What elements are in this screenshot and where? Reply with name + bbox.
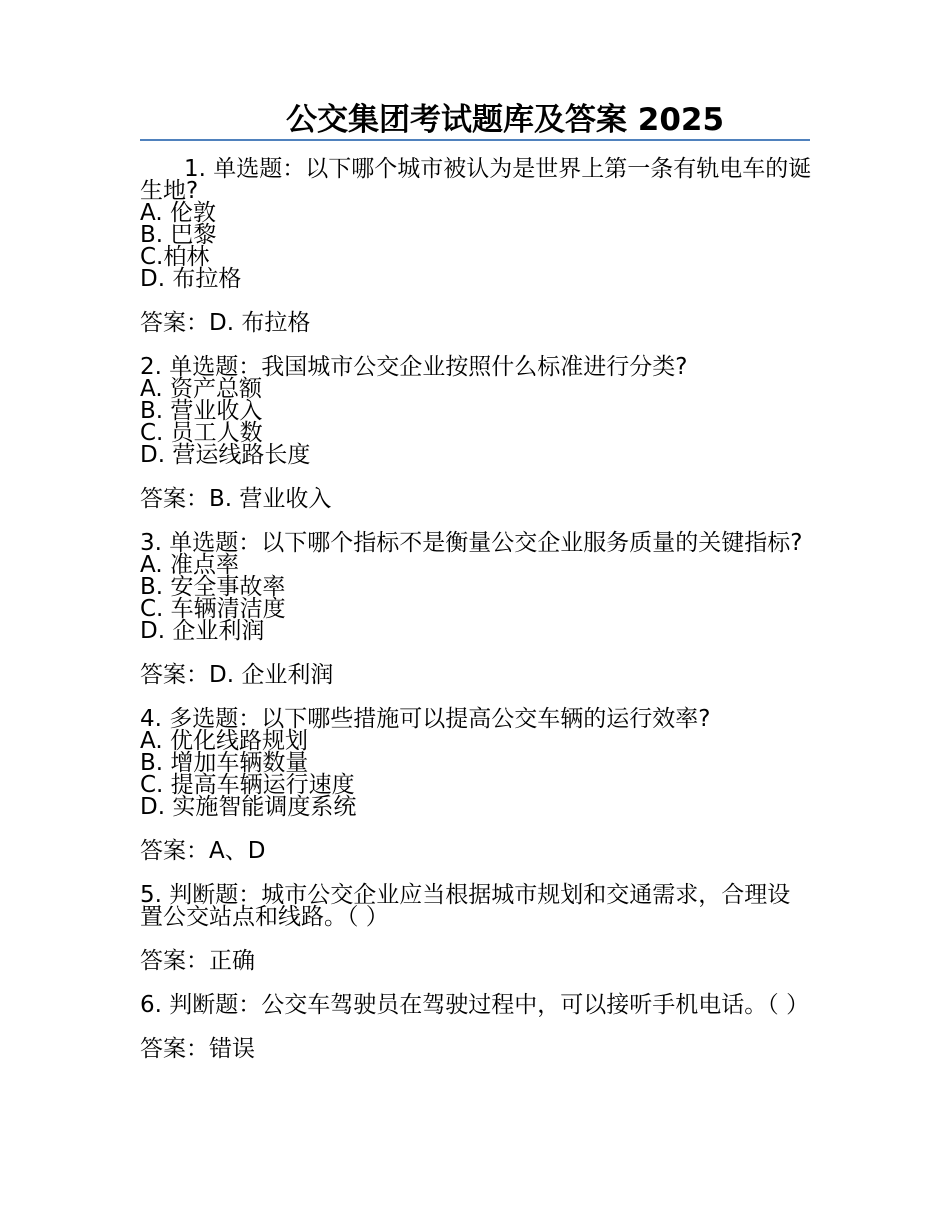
question-text: 3. 单选题：以下哪个指标不是衡量公交企业服务质量的关键指标? <box>140 530 803 556</box>
answer-label: 答案： <box>140 1036 209 1062</box>
answer-value: 错误 <box>209 1036 255 1062</box>
option-b: B. 营业收入 <box>140 398 263 424</box>
question-3 <box>140 532 812 708</box>
answer-value: B. 营业收入 <box>209 486 332 512</box>
question-text: 1. 单选题：以下哪个城市被认为是世界上第一条有轨电车的诞生地? <box>140 156 812 204</box>
document-title: 公交集团考试题库及答案 2025 <box>285 102 725 138</box>
answer-value: A、D <box>209 838 266 864</box>
document-body <box>140 158 812 1060</box>
option-c: C. 车辆清洁度 <box>140 596 286 622</box>
answer-label: 答案： <box>140 486 209 512</box>
answer-line <box>140 312 812 334</box>
answer-value: D. 布拉格 <box>209 310 311 336</box>
option-a: A. 伦敦 <box>140 200 216 226</box>
question-5 <box>140 884 812 994</box>
option-d: D. 企业利润 <box>140 618 265 644</box>
question-text: 5. 判断题：城市公交企业应当根据城市规划和交通需求，合理设置公交站点和线路。（ ） <box>140 882 791 930</box>
answer-line <box>140 488 812 510</box>
answer-line <box>140 664 812 686</box>
option-c: C.柏林 <box>140 244 210 270</box>
answer-value: 正确 <box>209 948 255 974</box>
option-b: B. 增加车辆数量 <box>140 750 309 776</box>
answer-label: 答案： <box>140 838 209 864</box>
option-c: C. 提高车辆运行速度 <box>140 772 355 798</box>
option-b: B. 安全事故率 <box>140 574 286 600</box>
answer-label: 答案： <box>140 310 209 336</box>
answer-value: D. 企业利润 <box>209 662 334 688</box>
question-text: 4. 多选题：以下哪些措施可以提高公交车辆的运行效率? <box>140 706 711 732</box>
option-d: D. 实施智能调度系统 <box>140 794 357 820</box>
option-a: A. 资产总额 <box>140 376 262 402</box>
title-underline <box>140 139 810 141</box>
question-text: 2. 单选题：我国城市公交企业按照什么标准进行分类? <box>140 354 688 380</box>
question-1 <box>140 158 812 356</box>
question-6 <box>140 994 812 1060</box>
option-d: D. 营运线路长度 <box>140 442 311 468</box>
answer-line <box>140 1038 812 1060</box>
answer-line <box>140 950 812 972</box>
option-c: C. 员工人数 <box>140 420 263 446</box>
answer-line <box>140 840 812 862</box>
question-text: 6. 判断题：公交车驾驶员在驾驶过程中，可以接听手机电话。（ ） <box>140 992 810 1018</box>
option-a: A. 准点率 <box>140 552 239 578</box>
option-a: A. 优化线路规划 <box>140 728 308 754</box>
answer-label: 答案： <box>140 948 209 974</box>
answer-label: 答案： <box>140 662 209 688</box>
option-d: D. 布拉格 <box>140 266 242 292</box>
question-4 <box>140 708 812 884</box>
option-b: B. 巴黎 <box>140 222 217 248</box>
question-2 <box>140 356 812 532</box>
